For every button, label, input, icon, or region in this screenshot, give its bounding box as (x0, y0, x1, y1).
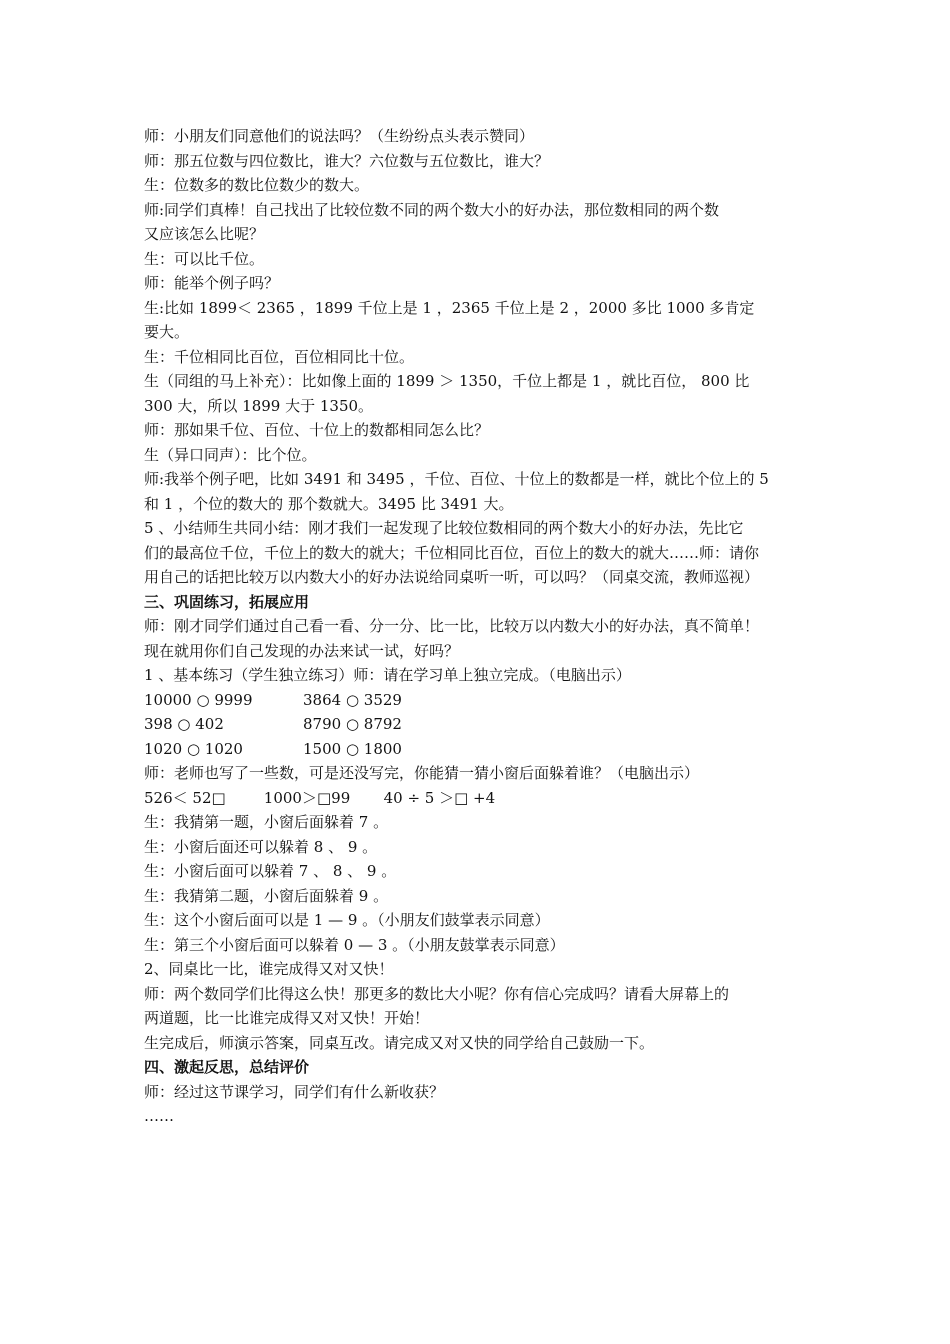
text-line: 师：老师也写了一些数，可是还没写完，你能猜一猜小窗后面躲着谁？（电脑出示） (144, 764, 700, 782)
text-line: 生：第三个小窗后面可以躲着 0 — 3 。（小朋友鼓掌表示同意） (144, 935, 565, 954)
text-line: 师：能举个例子吗？ (144, 274, 280, 292)
text-line: 生（同组的马上补充）：比如像上面的 1899 ＞ 1350，千位上都是 1 ，就比百位， 800 比 (144, 372, 750, 390)
document-body (144, 124, 814, 1129)
exercise-item: 3864 ○ 3529 (303, 690, 402, 709)
text-line: 526＜ 52□ 1000＞□99 40 ÷ 5 ＞□ +4 (144, 788, 496, 807)
text-line: 生：位数多的数比位数少的数大。 (144, 176, 370, 194)
exercise-item: 398 ○ 402 (144, 715, 224, 733)
lesson-dialogue-part-3 (144, 761, 814, 1055)
text-line: 们的最高位千位，千位上的数大的就大；千位相同比百位，百位上的数大的就大……师：请你 (144, 543, 760, 562)
text-line: 和 1 ，个位的数大的 那个数就大。3495 比 3491 大。 (144, 494, 514, 513)
text-line: 师：那如果千位、百位、十位上的数都相同怎么比？ (144, 421, 490, 439)
exercise-item: 1500 ○ 1800 (303, 739, 402, 758)
section-heading-4: 四、激起反思，总结评价 (144, 1058, 310, 1076)
section-heading-3: 三、巩固练习，拓展应用 (144, 592, 310, 611)
lesson-dialogue-part-4 (144, 1080, 814, 1129)
text-line: 师：小朋友们同意他们的说法吗？（生纷纷点头表示赞同） (144, 127, 535, 145)
text-line: 师:同学们真棒！自己找出了比较位数不同的两个数大小的好办法，那位数相同的两个数 (144, 200, 720, 219)
text-line: 师：经过这节课学习，同学们有什么新收获？ (144, 1082, 445, 1101)
text-line: …… (144, 1107, 174, 1125)
text-line: 师：那五位数与四位数比，谁大？六位数与五位数比，谁大？ (144, 151, 550, 170)
exercise-row (144, 712, 814, 737)
text-line: 生（异口同声）：比个位。 (144, 445, 317, 464)
exercise-item: 1020 ○ 1020 (144, 739, 243, 758)
text-line: 5 、小结师生共同小结：刚才我们一起发现了比较位数相同的两个数大小的好办法，先比它 (144, 519, 744, 537)
text-line: 生：小窗后面可以躲着 7 、 8 、 9 。 (144, 862, 397, 880)
text-line: 用自己的话把比较万以内数大小的好办法说给同桌听一听，可以吗？（同桌交流，教师巡视） (144, 568, 760, 586)
text-line: 要大。 (144, 323, 190, 341)
text-line: 现在就用你们自己发现的办法来试一试，好吗？ (144, 641, 460, 660)
text-line: 生：小窗后面还可以躲着 8 、 9 。 (144, 837, 378, 856)
text-line: 生完成后，师演示答案，同桌互改。请完成又对又快的同学给自己鼓励一下。 (144, 1033, 655, 1052)
text-line: 生：我猜第二题，小窗后面躲着 9 。 (144, 886, 389, 905)
text-line: 两道题，比一比谁完成得又对又快！开始！ (144, 1009, 430, 1027)
text-line: 师：两个数同学们比得这么快！那更多的数比大小呢？你有信心完成吗？请看大屏幕上的 (144, 984, 730, 1003)
text-line: 又应该怎么比呢？ (144, 225, 265, 243)
lesson-dialogue-part-2 (144, 614, 814, 688)
text-line: 2、同桌比一比，谁完成得又对又快！ (144, 960, 394, 978)
lesson-dialogue-part-1 (144, 124, 814, 590)
text-line: 生：这个小窗后面可以是 1 — 9 。（小朋友们鼓掌表示同意） (144, 911, 550, 929)
exercise-row (144, 688, 814, 713)
text-line: 生:比如 1899＜ 2365 ，1899 千位上是 1 ，2365 千位上是 2 ，2000 多比 1000 多肯定 (144, 298, 755, 317)
exercise-item: 8790 ○ 8792 (303, 715, 402, 733)
text-line: 300 大，所以 1899 大于 1350。 (144, 396, 374, 415)
text-line: 生：可以比千位。 (144, 249, 265, 268)
exercise-item: 10000 ○ 9999 (144, 690, 253, 709)
basic-exercise-table (144, 688, 814, 762)
text-line: 生：千位相同比百位，百位相同比十位。 (144, 347, 415, 366)
text-line: 1 、基本练习（学生独立练习）师：请在学习单上独立完成。（电脑出示） (144, 666, 631, 684)
exercise-row (144, 737, 814, 762)
text-line: 师：刚才同学们通过自己看一看、分一分、比一比，比较万以内数大小的好办法，真不简单！ (144, 617, 760, 635)
text-line: 生：我猜第一题，小窗后面躲着 7 。 (144, 813, 389, 831)
text-line: 师:我举个例子吧，比如 3491 和 3495 ，千位、百位、十位上的数都是一样，就比个位上的 5 (144, 470, 769, 488)
